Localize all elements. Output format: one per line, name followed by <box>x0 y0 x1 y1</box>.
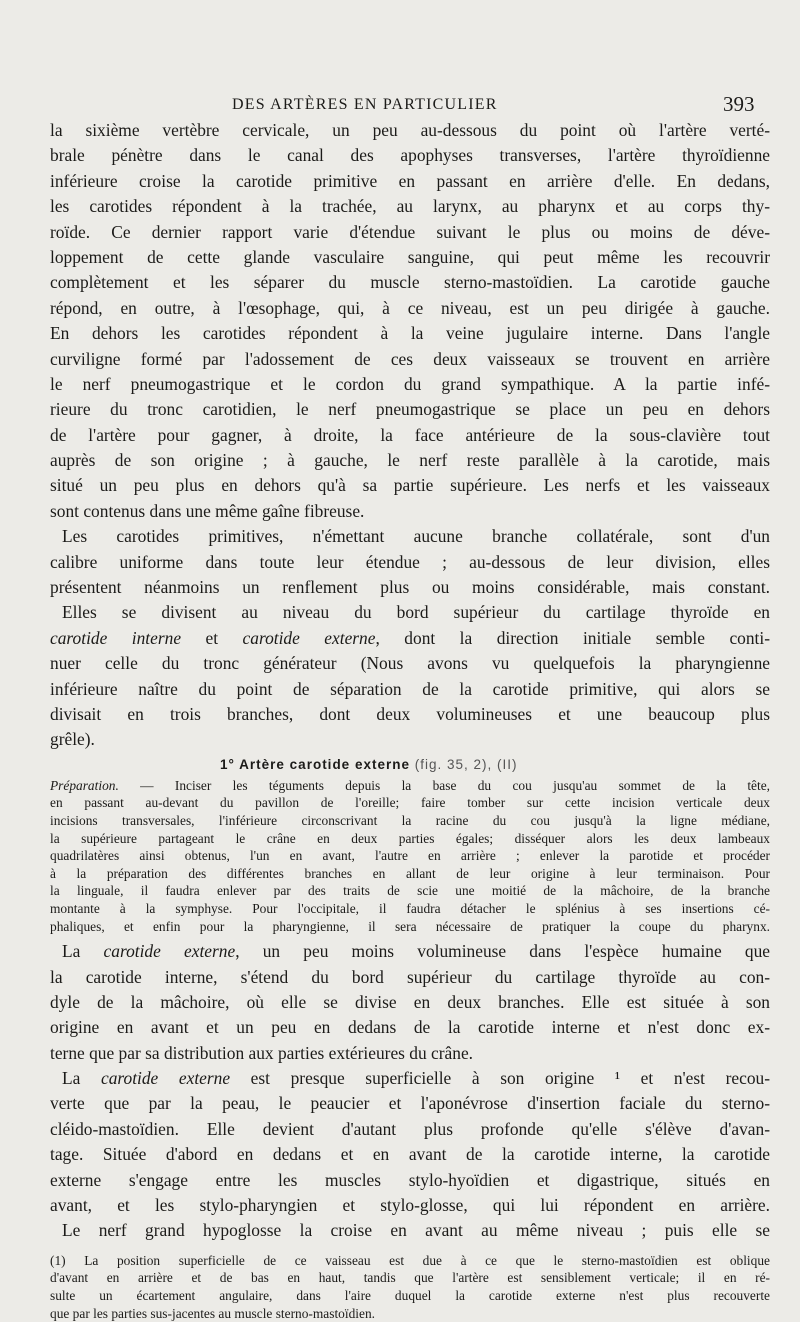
text-line: inférieure naître du point de séparation de la carotide primitive, qui alors se <box>50 678 770 699</box>
paragraph-1 <box>50 118 770 524</box>
text-line: grêle). <box>50 729 95 750</box>
text-line: brale pénètre dans le canal des apophyses transverses, l'artère thyroïdienne <box>50 145 770 166</box>
text-line: inférieure croise la carotide primitive en passant en arrière d'elle. En dedans, <box>50 170 770 191</box>
text-line: curviligne formé par l'adossement de ces deux vaisseaux se trouvent en arrière <box>50 348 770 369</box>
text-line: rieure du tronc carotidien, le nerf pneumogastrique se place un peu en dehors <box>50 399 770 420</box>
text-line: présentent néanmoins un renflement plus ou moins considérable, mais constant. <box>50 577 770 598</box>
text-line: répond, en outre, à l'œsophage, qui, à ce niveau, est un peu dirigée à gauche. <box>50 297 770 318</box>
text-line: Préparation. — Inciser les téguments depuis la base du cou jusqu'au sommet de la tête, <box>50 777 770 793</box>
text-line: En dehors les carotides répondent à la veine jugulaire interne. Dans l'angle <box>50 323 770 344</box>
text-line: loppement de cette glande vasculaire sanguine, qui peut même les recouvrir <box>50 246 770 267</box>
text-line: roïde. Ce dernier rapport varie d'étendue suivant le plus ou moins de déve- <box>50 221 770 242</box>
text-line: Les carotides primitives, n'émettant aucune branche collatérale, sont d'un <box>62 526 770 547</box>
text-line: dyle de la mâchoire, où elle se divise en deux branches. Elle est située à son <box>50 991 770 1012</box>
text-line: tage. Située d'abord en dedans et en avant de la carotide interne, la carotide <box>50 1144 770 1165</box>
term-carotide-interne: carotide interne <box>50 627 182 648</box>
text-line: nuer celle du tronc générateur (Nous avons vu quelquefois la pharyngienne <box>50 653 770 674</box>
term-carotide-externe: carotide externe <box>242 627 376 648</box>
text-line: origine en avant et un peu en dedans de la carotide interne et n'est donc ex- <box>50 1017 770 1038</box>
term-carotide-externe: carotide externe <box>103 941 236 962</box>
figure-reference: (fig. 35, 2), (II) <box>414 756 518 772</box>
text-line: la sixième vertèbre cervicale, un peu au-dessous du point où l'artère verté- <box>50 120 770 140</box>
text-line: quadrilatères ainsi obtenus, l'un en avant, l'autre en arrière ; enlever la parotide et procéder <box>50 848 770 864</box>
preparation-label: Préparation. <box>50 777 119 793</box>
text-line: auprès de son origine ; à gauche, le nerf reste parallèle à la carotide, mais <box>50 450 770 471</box>
footnote-line: d'avant en arrière et de bas en haut, tandis que l'artère est sensiblement verticale; il en ré- <box>50 1270 770 1286</box>
text-line: situé un peu plus en dehors qu'à sa partie supérieure. Les nerfs et les vaisseaux <box>50 475 770 496</box>
section-heading-title: 1° Artère carotide externe <box>220 756 410 772</box>
page-header <box>0 92 800 120</box>
text-line: en passant au-devant du pavillon de l'oreille; faire tomber sur cette incision verticale deux <box>50 795 770 811</box>
text-line: Elles se divisent au niveau du bord supérieur du cartilage thyroïde en <box>62 602 770 623</box>
text-line: verte que par la peau, le peaucier et l'aponévrose d'insertion faciale du sterno- <box>50 1093 770 1114</box>
text-line: le nerf pneumogastrique et le cordon du grand sympathique. A la partie infé- <box>50 373 770 394</box>
footnote-line: (1) La position superficielle de ce vaisseau est due à ce que le sterno-mastoïdien est oblique <box>50 1252 770 1268</box>
text-line: cléido-mastoïdien. Elle devient d'autant plus profonde qu'elle s'élève d'avan- <box>50 1118 770 1139</box>
footnote-line: sulte un écartement angulaire, dans l'aire duquel la carotide externe n'est plus recouverte <box>50 1287 770 1303</box>
text-line: avant, et les stylo-pharyngien et stylo-glosse, qui lui répondent en arrière. <box>50 1195 770 1216</box>
footnote-line: que par les parties sus-jacentes au muscle sterno-mastoïdien. <box>50 1305 375 1321</box>
paragraph-2 <box>50 524 770 753</box>
text-line: la supérieure partageant le crâne en deux parties égales; disséquer alors les deux lambeaux <box>50 830 770 846</box>
page-content <box>50 118 770 1322</box>
text-line: La carotide externe, un peu moins volumineuse dans l'espèce humaine que <box>62 941 770 962</box>
paragraph-3 <box>50 939 770 1066</box>
term-carotide-externe: carotide externe <box>100 1068 231 1089</box>
text-line: les carotides répondent à la trachée, au larynx, au pharynx et au corps thy- <box>50 196 770 217</box>
paragraph-4 <box>50 1066 770 1244</box>
text-line: complètement et les séparer du muscle sterno-mastoïdien. La carotide gauche <box>50 272 770 293</box>
text-line: sont contenus dans une même gaîne fibreuse. <box>50 500 365 521</box>
text-line: divisait en trois branches, dont deux volumineuses et une beaucoup plus <box>50 703 770 724</box>
footnote <box>50 1252 770 1322</box>
text-line: La carotide externe est presque superficielle à son origine ¹ et n'est recou- <box>62 1068 770 1089</box>
text-line: la carotide interne, s'étend du bord supérieur du cartilage thyroïde au con- <box>50 966 770 987</box>
preparation-note <box>50 777 770 935</box>
text-line: incisions transversales, l'inférieure circonscrivant la racine du cou jusqu'à la ligne médiane, <box>50 812 770 828</box>
text-line: Le nerf grand hypoglosse la croise en avant au même niveau ; puis elle se <box>62 1220 770 1241</box>
text-line: terne que par sa distribution aux parties extérieures du crâne. <box>50 1042 474 1063</box>
section-heading <box>50 753 770 777</box>
running-title: DES ARTÈRES EN PARTICULIER <box>232 96 498 113</box>
text-line: de l'artère pour gagner, à droite, la face antérieure de la sous-clavière tout <box>50 424 770 445</box>
page-number: 393 <box>723 92 755 116</box>
text-line: phaliques, et enfin pour la pharyngienne, il sera nécessaire de pratiquer la coupe du pharynx. <box>50 918 770 934</box>
text-line: montante à la symphyse. Pour l'occipitale, il faudra détacher le splénius à ses insertions cé- <box>50 900 770 916</box>
text-line: à la préparation des différentes branches en allant de leur origine à leur terminaison. Pour <box>50 865 770 881</box>
text-line: la linguale, il faudra enlever par des traits de scie une moitié de la mâchoire, de la branche <box>50 883 770 899</box>
text-line: carotide interne et carotide externe, dont la direction initiale semble conti- <box>50 627 771 648</box>
text-line: externe s'engage entre les muscles stylo-hyoïdien et digastrique, situés en <box>50 1169 770 1190</box>
text-line: calibre uniforme dans toute leur étendue ; au-dessous de leur division, elles <box>50 551 770 572</box>
